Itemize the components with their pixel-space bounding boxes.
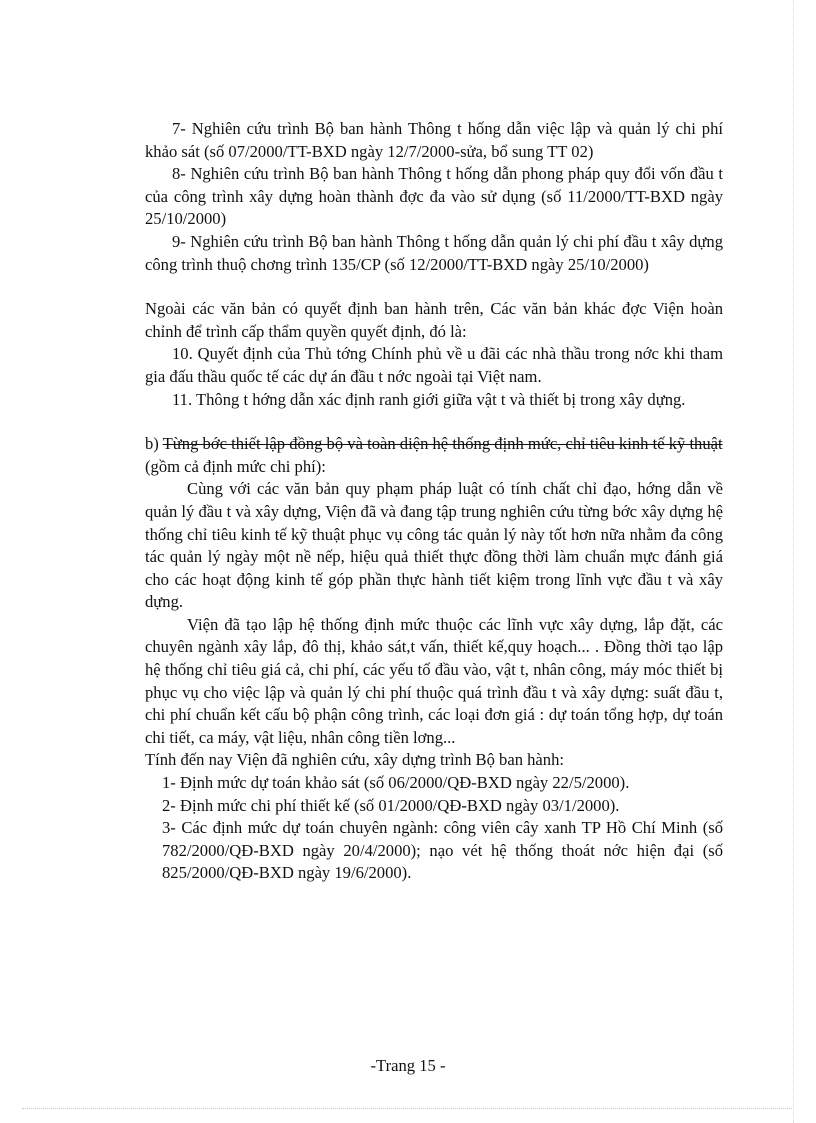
paragraph-intro-other-documents: Ngoài các văn bản có quyết định ban hành trên, Các văn bản khác đợc Viện hoàn chỉnh để trình cấp thẩm quyền quyết định, đó là: <box>145 299 723 341</box>
page-bottom-border <box>22 1108 792 1110</box>
document-body <box>145 118 723 885</box>
page-right-border <box>793 0 795 1123</box>
section-b-title: Từng bớc thiết lập đồng bộ và toàn diện hệ thống định mức, chỉ tiêu kinh tế kỹ thuật <box>162 434 723 454</box>
list-item-3: 3- Các định mức dự toán chuyên ngành: công viên cây xanh TP Hồ Chí Minh (số 782/2000/QĐ-BXD ngày 20/4/2000); nạo vét hệ thống thoát nớc hiện đại (số 825/2000/QĐ-BXD ngày 19/6/2000). <box>162 818 723 883</box>
list-item-1: 1- Định mức dự toán khảo sát (số 06/2000/QĐ-BXD ngày 22/5/2000). <box>162 773 630 793</box>
paragraph-item-7: 7- Nghiên cứu trình Bộ ban hành Thông t hống dẫn việc lập và quản lý chi phí khảo sát (số 07/2000/TT-BXD ngày 12/7/2000-sửa, bổ sung TT 02) <box>145 119 723 161</box>
paragraph-item-8: 8- Nghiên cứu trình Bộ ban hành Thông t hống dẫn phong pháp quy đổi vốn đầu t của công trình xây dựng hoàn thành đợc đa vào sử dụng (số 11/2000/TT-BXD ngày 25/10/2000) <box>145 164 723 229</box>
spacer <box>145 276 723 298</box>
section-b-heading <box>145 433 723 478</box>
paragraph-vien-da-tao-lap: Viện đã tạo lập hệ thống định mức thuộc các lĩnh vực xây dựng, lắp đặt, các chuyên ngành xây lắp, đô thị, khảo sát,t vấn, thiết kế,quy hoạch... . Đồng thời tạo lập hệ thống chỉ tiêu giá cả, chi phí, các yếu tố đầu vào, vật t, nhân công, máy móc thiết bị phục vụ cho việc lập và quản lý chi phí thuộc quá trình đầu t và xây dựng: suất đầu t, chi phí chuẩn kết cấu bộ phận công trình, các loại đơn giá : dự toán tổng hợp, dự toán chi tiết, ca máy, vật liệu, nhân công tiền lơng... <box>145 614 723 747</box>
section-b-suffix: (gồm cả định mức chi phí): <box>145 456 326 476</box>
paragraph-item-10: 10. Quyết định của Thủ tớng Chính phủ về u đãi các nhà thầu trong nớc khi tham gia đấu thầu quốc tế các dự án đầu t nớc ngoài tại Việt nam. <box>145 344 723 386</box>
spacer <box>145 411 723 433</box>
paragraph-item-9: 9- Nghiên cứu trình Bộ ban hành Thông t hống dẫn quản lý chi phí đầu t xây dựng công trình thuộ chơng trình 135/CP (số 12/2000/TT-BXD ngày 25/10/2000) <box>145 231 723 274</box>
section-b-prefix: b) <box>145 434 163 454</box>
list-item-2: 2- Định mức chi phí thiết kế (số 01/2000/QĐ-BXD ngày 03/1/2000). <box>162 795 620 815</box>
page-number: -Trang 15 - <box>370 1056 446 1075</box>
paragraph-cung-voi: Cùng với các văn bản quy phạm pháp luật có tính chất chỉ đạo, hớng dẫn về quản lý đầu t và xây dựng, Viện đã và đang tập trung nghiên cứu từng bớc xây dựng hệ thống chỉ tiêu kinh tế kỹ thuật phục vụ công tác quản lý này tốt hơn nữa nhằm đa công tác quản lý ngày một nề nếp, hiệu quả thiết thực đồng thời làm chuẩn mực đánh giá cho các hoạt động kinh tế góp phần thực hành tiết kiệm trong lĩnh vực đầu t và xây dựng. <box>145 479 724 612</box>
paragraph-item-11: 11. Thông t hớng dẫn xác định ranh giới giữa vật t và thiết bị trong xây dựng. <box>172 389 686 409</box>
paragraph-tinh-den-nay: Tính đến nay Viện đã nghiên cứu, xây dựng trình Bộ ban hành: <box>145 750 564 770</box>
